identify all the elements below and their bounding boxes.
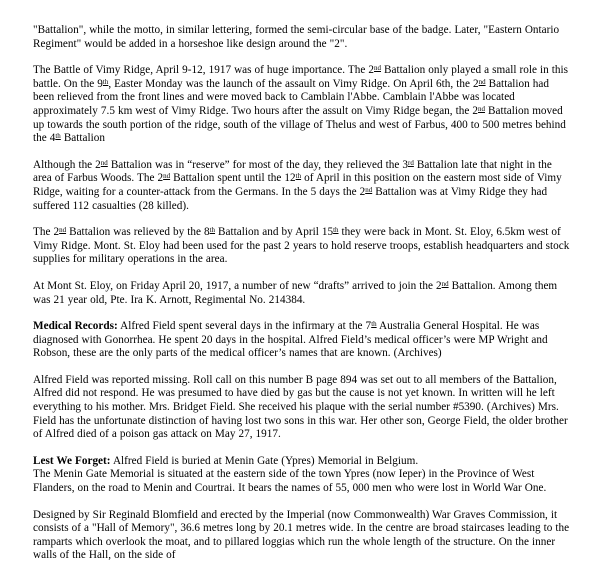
paragraph-new-drafts — [33, 280, 572, 307]
run-text: Battalion moved up towards the south portion of the ridge, south of the village of Thelus and west of Farbus, 400 to 500 metres behind the 4 — [33, 104, 566, 145]
run-text: The 2 — [33, 226, 60, 239]
ordinal-suffix: th — [295, 172, 302, 181]
run-text: Battalion late that night in the area of Farbus Woods. The 2 — [33, 158, 552, 185]
ordinal-suffix: nd — [100, 158, 108, 167]
run-text: Battalion spent until the 12 — [170, 172, 296, 185]
section-label-medical-records: Medical Records: — [33, 320, 118, 333]
run-text: Battalion was in “reserve” for most of the day, they relieved the 3 — [107, 158, 409, 171]
paragraph-reserve-farbus-woods — [33, 159, 572, 213]
paragraph-text: Alfred Field is buried at Menin Gate (Ypres) Memorial in Belgium. — [110, 454, 419, 467]
run-text: Battalion was relieved by the 8 — [66, 226, 210, 239]
run-text: of April in this position on the eastern most side of Vimy Ridge, waiting for a counter-attack from the Germans. In the 5 days the 2 — [33, 172, 562, 198]
paragraph-vimy-ridge-battle — [33, 64, 572, 146]
paragraph-hall-of-memory — [33, 509, 572, 563]
section-label-lest-we-forget: Lest We Forget: — [33, 454, 111, 467]
paragraph-mont-st-eloy-relief — [33, 226, 572, 267]
paragraph-text: The Menin Gate Memorial is situated at the eastern side of the town Ypres (now Ieper) in the Province of West Flanders, on the road to Menin and Courtrai. It bears the names of 55, 000 men who were lost in World War One. — [33, 468, 547, 495]
paragraph-menin-gate-description — [33, 468, 572, 495]
paragraph-text: "Battalion", while the motto, in similar lettering, formed the semi-circular base of the badge. Later, "Eastern Ontario Regiment" would be added in a horseshoe like design around the "2". — [33, 24, 560, 50]
run-text: Australia General Hospital. He was diagnosed with Gonorrhea. He spent 20 days in the hospital. Alfred Field’s medical officer’s were MP Wright and Robson, these are the only parts of the medical officer’s names that are known. (Archives) — [33, 320, 548, 360]
ordinal-suffix: nd — [59, 226, 67, 235]
ordinal-suffix: th — [333, 226, 339, 235]
run-text: Battalion was at Vimy Ridge they had suffered 112 casualties (28 killed). — [33, 185, 548, 212]
run-text: Battalion had been relieved from the front lines and were moved back to Camblain l'Abbe. Camblain l'Abbe was located approximately 7.5 km west of Vimy Ridge. Two hours after the assult on Vimy Ridge began, the 2 — [33, 77, 550, 117]
ordinal-suffix: nd — [478, 105, 485, 114]
ordinal-suffix: nd — [163, 172, 171, 181]
run-text: At Mont St. Eloy, on Friday April 20, 1917, a number of new “drafts” arrived to join the 2 — [33, 279, 442, 292]
ordinal-suffix: nd — [441, 280, 449, 288]
run-text: they were back in Mont. St. Eloy, 6.5km west of Vimy Ridge. Mont. St. Eloy had been used for the past 2 years to hold reserve troops, establish headquarters and stock supplies for military operations in the area. — [33, 226, 570, 266]
ordinal-suffix: th — [371, 320, 377, 329]
ordinal-suffix: rd — [408, 158, 414, 167]
ordinal-suffix: nd — [478, 77, 486, 86]
paragraph-medical-records — [33, 320, 572, 361]
run-text: Battalion only played a small role in this battle. On the 9 — [33, 64, 569, 90]
run-text: The Battle of Vimy Ridge, April 9-12, 1917 was of huge importance. The 2 — [33, 64, 375, 77]
ordinal-suffix: th — [102, 77, 109, 86]
run-text: , Easter Monday was the launch of the assault on Vimy Ridge. On April 6th, the 2 — [108, 77, 479, 90]
paragraph-lest-we-forget — [33, 455, 572, 469]
run-text: Battalion. Among them was 21 year old, Pte. Ira K. Arnott, Regimental No. 214384. — [33, 279, 558, 306]
paragraph-text: Designed by Sir Reginald Blomfield and erected by the Imperial (now Commonwealth) War Graves Commission, it consists of a "Hall of Memory", 36.6 metres long by 20.1 metres wide. In the centre are broad staircases leading to the ramparts which overlook the moat, and to pillared loggias which run the whole length of the structure. On the inner walls of the Hall, on the side of — [33, 508, 570, 562]
paragraph-text: Alfred Field was reported missing. Roll call on this number B page 894 was set out to all members of the Battalion, Alfred did not respond. He was presumed to have died by gas but the cause is not yet known. In written will he left everything to his mother. Mrs. Bridget Field. She received his plaque with the serial number #5390. (Archives) Mrs. Field has the unfortunate distinction of having lost two sons in this war. Her other son, George Field, the older brother of Alfred died of a poison gas attack on May 27, 1917. — [33, 373, 568, 441]
run-text: Although the 2 — [33, 158, 101, 171]
ordinal-suffix: th — [55, 132, 61, 141]
ordinal-suffix: th — [209, 226, 216, 235]
run-text: Battalion — [60, 132, 106, 145]
ordinal-suffix: nd — [365, 186, 373, 195]
ordinal-suffix: nd — [374, 64, 381, 73]
run-text: Battalion and by April 15 — [215, 226, 334, 239]
paragraph-reported-missing — [33, 374, 572, 442]
run-text: Alfred Field spent several days in the infirmary at the 7 — [117, 320, 372, 333]
paragraph-badge-motto — [33, 24, 572, 51]
